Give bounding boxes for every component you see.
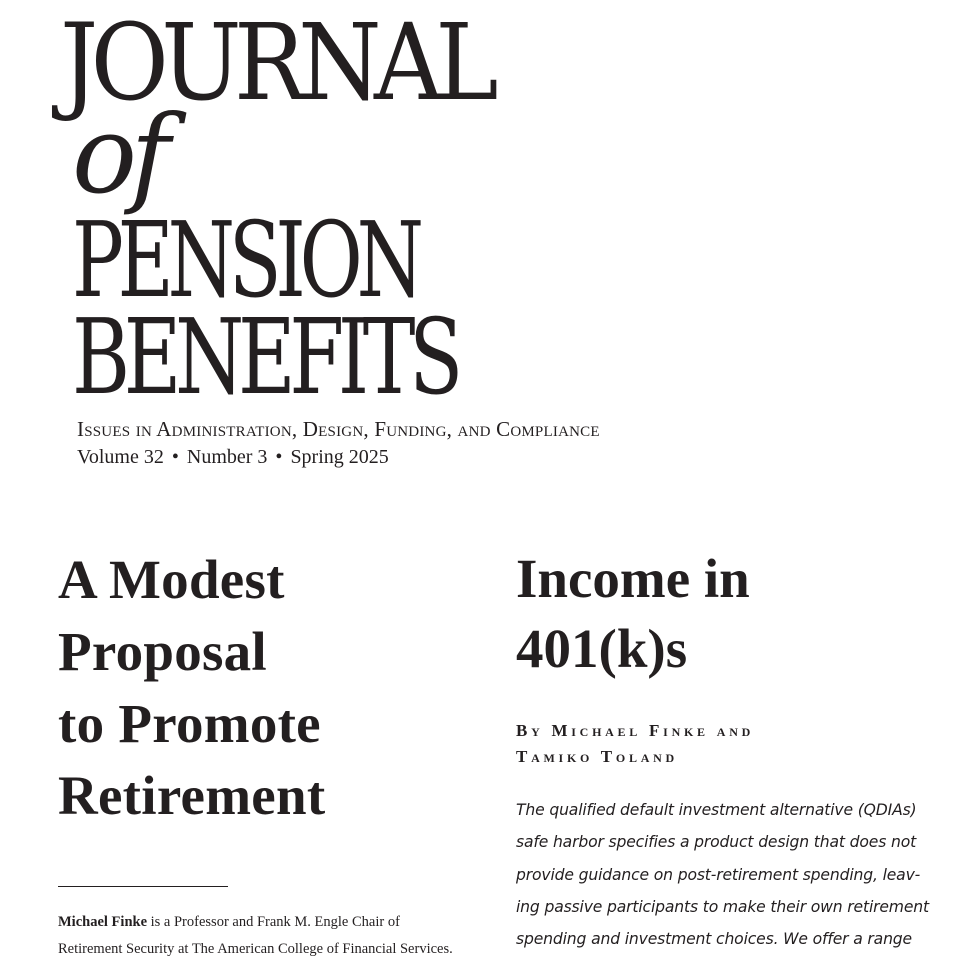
- bio-text: is a Professor and Frank M. Engle Chair of: [147, 914, 400, 930]
- bio-author-name: Michael Finke: [58, 914, 148, 930]
- byline-line: Tamiko Toland: [516, 747, 678, 766]
- abstract-line: ing passive participants to make their own retirement: [516, 897, 929, 916]
- journal-subtitle: Issues in Administration, Design, Funding, and Compliance: [77, 417, 600, 441]
- byline-line: By Michael Finke and: [516, 721, 754, 740]
- right-article-title: [516, 544, 750, 684]
- divider-rule: [58, 886, 228, 887]
- title-line: Proposal: [58, 621, 267, 682]
- issue-info: [77, 446, 389, 469]
- article-byline: [516, 718, 754, 770]
- title-line: to Promote: [58, 693, 321, 754]
- issue-volume: Volume 32: [77, 446, 164, 468]
- article-abstract: [516, 794, 946, 955]
- title-line: 401(k)s: [516, 618, 688, 679]
- masthead-journal: JOURNAL: [60, 1, 491, 124]
- masthead-of: of: [72, 93, 165, 218]
- abstract-line: provide guidance on post-retirement spending, leav-: [516, 865, 921, 884]
- masthead-benefits: BENEFITS: [72, 296, 457, 418]
- title-line: Retirement: [58, 765, 326, 826]
- issue-number: Number 3: [186, 446, 268, 468]
- abstract-line: safe harbor specifies a product design that does not: [516, 833, 917, 852]
- bio-line: [58, 909, 488, 936]
- bio-line: Retirement Security at The American College of Financial Services.: [58, 941, 453, 956]
- issue-season: Spring 2025: [290, 446, 389, 468]
- author-bio: [58, 909, 488, 956]
- abstract-line: spending and investment choices. We offer a range: [516, 930, 912, 949]
- separator-dot: •: [275, 446, 283, 468]
- abstract-line: The qualified default investment alternative (QDIAs): [516, 801, 917, 819]
- left-article-title: [58, 544, 458, 832]
- separator-dot: •: [171, 446, 179, 468]
- title-line: A Modest: [58, 549, 285, 610]
- title-line: Income in: [516, 548, 750, 609]
- masthead-pension: PENSION: [72, 199, 418, 321]
